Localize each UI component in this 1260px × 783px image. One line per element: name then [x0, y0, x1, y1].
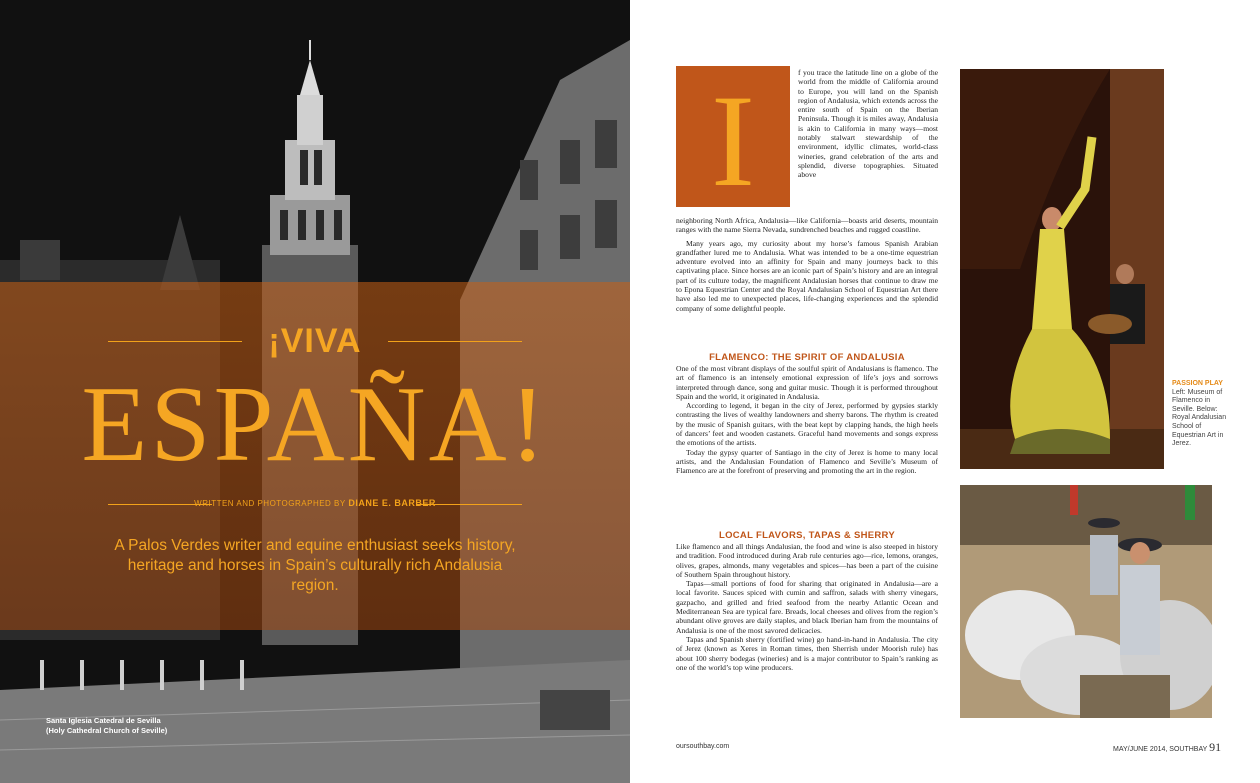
title-small: ¡VIVA [268, 322, 362, 360]
caption-line-2: (Holy Cathedral Church of Seville) [46, 726, 168, 735]
byline-prefix: WRITTEN AND PHOTOGRAPHED BY [194, 499, 346, 508]
equestrian-riders-photo [960, 485, 1212, 718]
section-heading-flamenco: FLAMENCO: THE SPIRIT OF ANDALUSIA [709, 352, 905, 363]
flamenco-paragraph-2: According to legend, it began in the city of Jerez, performed by gypsies starkly contrasting the lives of wealthy landowners and sherry barons. The rhythm is created by the music of Spanish guitars, with the beat kept by clapping hands, the high heels of dancers’ feet and wooden castanets. Graceful hand movements and songs express the emotions of the artists. [676, 401, 938, 448]
byline [0, 498, 630, 508]
intro-block [676, 216, 938, 313]
caption-title: PASSION PLAY [1172, 380, 1223, 387]
dropcap-letter: I [711, 67, 755, 214]
section-heading-food: LOCAL FLAVORS, TAPAS & SHERRY [718, 530, 895, 541]
food-paragraph-2: Tapas—small portions of food for sharing that originated in Andalusia—are a local favorite. Sauces spiced with cumin and saffron, salads with sherry vinegars, gazpacho, and grilled and fried seafood from the nearby Atlantic Ocean and Mediterranean Sea are typical fare. Breads, local cheeses and olives from the region’s abundant olive groves are daily staples, and black Iberian ham from the mountains of Andalusia is one of the most savored delicacies. [676, 579, 938, 635]
footer-issue: MAY/JUNE 2014, SOUTHBAY [1113, 746, 1208, 753]
food-paragraph-1: Like flamenco and all things Andalusian, the food and wine is also steeped in history and tradition. Food introduced during Arab rule centuries ago—rice, lemons, oranges, olives, grapes, almonds, many vegetables and spices—has been a part of the cuisine of Southern Spain throughout history. [676, 542, 938, 579]
footer-url: oursouthbay.com [676, 743, 730, 750]
flamenco-section [676, 364, 938, 476]
intro-lead: f you trace the latitude line on a globe of the world from the middle of California around to Europe, you will land on the Spanish region of Andalusia, which extends across the entire south of Spain on the Iberian Peninsula. Though it is miles away, Andalusia is akin to California in many ways—most notably stalwart stewardship of the environment, idyllic climates, world-class wineries, grand celebration of the arts and splendid, diverse topographies. Situated above [798, 68, 938, 180]
photo-caption-left [46, 716, 167, 736]
intro-lead-text [798, 68, 938, 180]
paragraph-2: Many years ago, my curiosity about my horse’s famous Spanish Arabian grandfather lured me to Andalusia. What was intended to be a one-time equestrian adventure evolved into an affinity for Spain and many journeys back to this captivating place. Since horses are an iconic part of Spain’s history and are an integral part of its culture today, the magnificent Andalusian horses that continue to draw me to Epona Equestrian Center and the Royal Andalusian School of Equestrian Art there have also led me to unexpected places, life-changing experiences and the splendid company of some delightful people. [676, 238, 938, 313]
intro-rest: neighboring North Africa, Andalusia—like California—boasts arid deserts, mountain ranges with the name Sierra Nevada, sundrenched beaches and rugged coastline. [676, 216, 938, 235]
food-section [676, 542, 938, 672]
caption-body: Left: Museum of Flamenco in Seville. Below: Royal Andalusian School of Equestrian Art in Jerez. [1172, 388, 1227, 448]
photo-caption-side [1172, 380, 1232, 449]
deck-text: A Palos Verdes writer and equine enthusiast seeks history, heritage and horses in Spain’s culturally rich Andalusia region. [114, 537, 516, 594]
flamenco-paragraph-1: One of the most vibrant displays of the soulful spirit of Andalusians is flamenco. The art of flamenco is an intensely emotional expression of life’s joys and sorrows interpreted through dance, song and guitar music. Though it is performed throughout Spain and the world, it originated in Andalusia. [676, 364, 938, 401]
byline-author: DIANE E. BARBER [348, 498, 436, 508]
caption-line-1: Santa Iglesia Catedral de Sevilla [46, 716, 161, 725]
flamenco-dancer-photo [960, 69, 1164, 469]
flamenco-paragraph-3: Today the gypsy quarter of Santiago in the city of Jerez is home to many local artists, and the Andalusian Foundation of Flamenco and Seville’s Museum of Flamenco are at the forefront of preserving and promoting the art in the region. [676, 447, 938, 476]
footer-folio [1113, 740, 1221, 755]
title-large: ESPAÑA! [81, 365, 549, 484]
food-paragraph-3: Tapas and Spanish sherry (fortified wine) go hand-in-hand in Andalusia. The city of Jerez (known as Xeres in Roman times, then Sherrish under Moorish rule) has about 100 sherry bodegas (wineries) and is a major contributor to Spain’s ranking as one of the world’s top wine producers. [676, 634, 938, 672]
page-number: 91 [1209, 740, 1222, 754]
